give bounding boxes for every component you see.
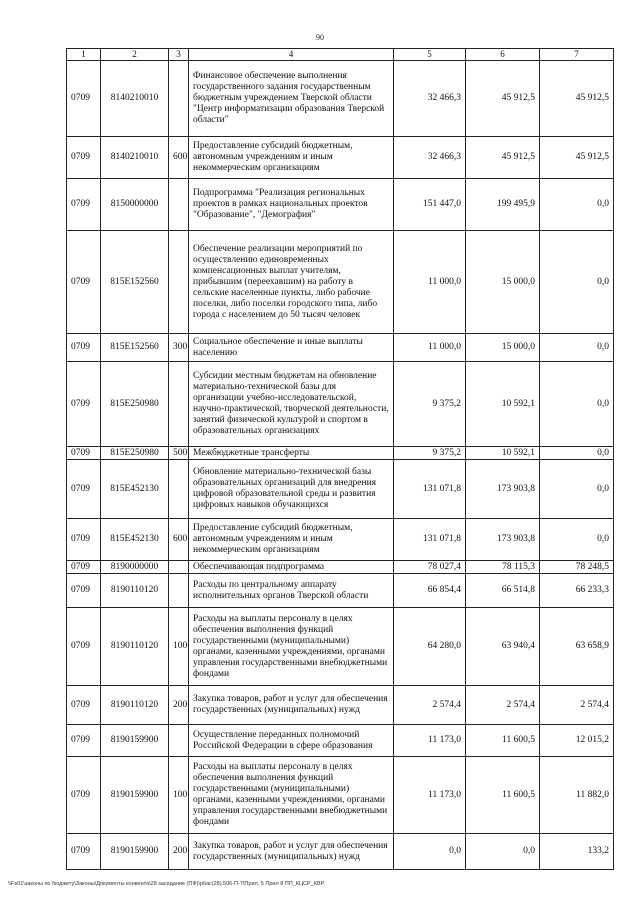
amount-col6: 15 000,0: [466, 231, 540, 334]
table-row: [67, 561, 614, 574]
expense-type-code: 100: [169, 608, 189, 686]
column-header: 2: [101, 49, 169, 61]
item-name: Расходы на выплаты персоналу в целях обеспечения выполнения функций государственными (муниципальными) органами, казенными учреждениями, органами управления государственными внебюджетными фондами: [189, 608, 394, 686]
column-header: 5: [394, 49, 466, 61]
expense-type-code: [169, 725, 189, 757]
amount-col5: 32 466,3: [394, 137, 466, 179]
table-row: [67, 447, 614, 460]
column-header: 6: [466, 49, 540, 61]
amount-col6: 15 000,0: [466, 334, 540, 362]
table-row: [67, 460, 614, 519]
item-name: Финансовое обеспечение выполнения государственного задания государственным бюджетным учреждением Тверской области "Центр информатизации образования Тверской области": [189, 61, 394, 137]
column-header: 1: [67, 49, 101, 61]
target-code: 8190159900: [101, 834, 169, 870]
item-name: Межбюджетные трансферты: [189, 447, 394, 460]
amount-col7: 11 882,0: [540, 757, 614, 834]
target-code: 815E250980: [101, 362, 169, 447]
amount-col6: 11 600,5: [466, 757, 540, 834]
amount-col7: 133,2: [540, 834, 614, 870]
target-code: 8190110120: [101, 574, 169, 608]
target-code: 8190159900: [101, 757, 169, 834]
amount-col6: 66 514,8: [466, 574, 540, 608]
target-code: 815E250980: [101, 447, 169, 460]
amount-col5: 9 375,2: [394, 362, 466, 447]
expense-type-code: 100: [169, 757, 189, 834]
item-name: Расходы на выплаты персоналу в целях обеспечения выполнения функций государственными (муниципальными) органами, казенными учреждениями, органами управления государственными внебюджетными фондами: [189, 757, 394, 834]
item-name: Обновление материально-технической базы образовательных организаций для внедрения цифровой образовательной среды и развития цифровых навыков обучающихся: [189, 460, 394, 519]
table-row: [67, 179, 614, 231]
table-row: [67, 519, 614, 561]
item-name: Закупка товаров, работ и услуг для обеспечения государственных (муниципальных) нужд: [189, 686, 394, 725]
item-name: Осуществление переданных полномочий Российской Федерации в сфере образования: [189, 725, 394, 757]
table-row: [67, 608, 614, 686]
amount-col6: 63 940,4: [466, 608, 540, 686]
amount-col7: 78 248,5: [540, 561, 614, 574]
expense-type-code: [169, 231, 189, 334]
target-code: 8190000000: [101, 561, 169, 574]
amount-col6: 45 912,5: [466, 61, 540, 137]
amount-col5: 2 574,4: [394, 686, 466, 725]
amount-col5: 131 071,8: [394, 519, 466, 561]
amount-col7: 45 912,5: [540, 61, 614, 137]
amount-col5: 11 000,0: [394, 334, 466, 362]
target-code: 8190110120: [101, 608, 169, 686]
amount-col5: 64 280,0: [394, 608, 466, 686]
table-row: [67, 574, 614, 608]
page-number: 90: [316, 33, 324, 42]
amount-col6: 11 600,5: [466, 725, 540, 757]
amount-col5: 0,0: [394, 834, 466, 870]
section-code: 0709: [67, 757, 101, 834]
amount-col6: 173 903,8: [466, 460, 540, 519]
amount-col6: 2 574,4: [466, 686, 540, 725]
file-path-footer: \\Fs01\законы по бюджету\Законы\Документы конвента\28 заседание (ПФ)\рбас(28).506-П-7\Прил. 5 Прил 8 ПП_КЦСР_КВР: [8, 881, 325, 887]
column-number-row: [67, 49, 614, 61]
expense-type-code: [169, 362, 189, 447]
target-code: 815E452130: [101, 460, 169, 519]
expense-type-code: 600: [169, 137, 189, 179]
expense-type-code: 200: [169, 834, 189, 870]
amount-col7: 0,0: [540, 231, 614, 334]
expense-type-code: [169, 179, 189, 231]
amount-col7: 12 015,2: [540, 725, 614, 757]
amount-col7: 0,0: [540, 447, 614, 460]
table-row: [67, 725, 614, 757]
table-row: [67, 362, 614, 447]
expense-type-code: 200: [169, 686, 189, 725]
section-code: 0709: [67, 362, 101, 447]
section-code: 0709: [67, 179, 101, 231]
section-code: 0709: [67, 561, 101, 574]
amount-col6: 0,0: [466, 834, 540, 870]
target-code: 8190159900: [101, 725, 169, 757]
section-code: 0709: [67, 137, 101, 179]
expense-type-code: [169, 460, 189, 519]
amount-col7: 0,0: [540, 460, 614, 519]
amount-col6: 199 495,9: [466, 179, 540, 231]
amount-col5: 78 027,4: [394, 561, 466, 574]
table-row: [67, 61, 614, 137]
section-code: 0709: [67, 574, 101, 608]
table-row: [67, 757, 614, 834]
target-code: 8140210010: [101, 137, 169, 179]
amount-col6: 78 115,3: [466, 561, 540, 574]
amount-col5: 151 447,0: [394, 179, 466, 231]
amount-col7: 63 658,9: [540, 608, 614, 686]
section-code: 0709: [67, 608, 101, 686]
amount-col7: 0,0: [540, 334, 614, 362]
expense-type-code: [169, 561, 189, 574]
table-row: [67, 334, 614, 362]
target-code: 8140210010: [101, 61, 169, 137]
expense-type-code: 500: [169, 447, 189, 460]
section-code: 0709: [67, 231, 101, 334]
item-name: Закупка товаров, работ и услуг для обеспечения государственных (муниципальных) нужд: [189, 834, 394, 870]
expense-type-code: 300: [169, 334, 189, 362]
target-code: 815E152560: [101, 231, 169, 334]
item-name: Обеспечивающая подпрограмма: [189, 561, 394, 574]
section-code: 0709: [67, 447, 101, 460]
item-name: Подпрограмма "Реализация региональных проектов в рамках национальных проектов "Образование", "Демография": [189, 179, 394, 231]
column-header: 7: [540, 49, 614, 61]
column-header: 4: [189, 49, 394, 61]
amount-col6: 10 592,1: [466, 362, 540, 447]
expense-type-code: [169, 574, 189, 608]
section-code: 0709: [67, 334, 101, 362]
section-code: 0709: [67, 460, 101, 519]
table-row: [67, 686, 614, 725]
amount-col5: 32 466,3: [394, 61, 466, 137]
target-code: 8150000000: [101, 179, 169, 231]
section-code: 0709: [67, 686, 101, 725]
item-name: Предоставление субсидий бюджетным, автономным учреждениям и иным некоммерческим организациям: [189, 137, 394, 179]
amount-col7: 0,0: [540, 519, 614, 561]
amount-col7: 45 912,5: [540, 137, 614, 179]
amount-col7: 0,0: [540, 179, 614, 231]
amount-col5: 11 000,0: [394, 231, 466, 334]
table-row: [67, 231, 614, 334]
amount-col6: 10 592,1: [466, 447, 540, 460]
expense-type-code: [169, 61, 189, 137]
budget-table: [66, 48, 614, 870]
section-code: 0709: [67, 725, 101, 757]
item-name: Расходы по центральному аппарату исполнительных органов Тверской области: [189, 574, 394, 608]
expense-type-code: 600: [169, 519, 189, 561]
amount-col7: 66 233,3: [540, 574, 614, 608]
target-code: 815E152560: [101, 334, 169, 362]
amount-col5: 11 173,0: [394, 725, 466, 757]
amount-col5: 66 854,4: [394, 574, 466, 608]
table-row: [67, 834, 614, 870]
column-header: 3: [169, 49, 189, 61]
amount-col5: 9 375,2: [394, 447, 466, 460]
section-code: 0709: [67, 519, 101, 561]
item-name: Предоставление субсидий бюджетным, автономным учреждениям и иным некоммерческим организациям: [189, 519, 394, 561]
amount-col6: 173 903,8: [466, 519, 540, 561]
amount-col7: 2 574,4: [540, 686, 614, 725]
amount-col6: 45 912,5: [466, 137, 540, 179]
item-name: Субсидии местным бюджетам на обновление материально-технической базы для организации учебно-исследовательской, научно-практической, творческой деятельности, занятий физической культурой и спортом в образовательных организациях: [189, 362, 394, 447]
amount-col7: 0,0: [540, 362, 614, 447]
target-code: 8190110120: [101, 686, 169, 725]
item-name: Социальное обеспечение и иные выплаты населению: [189, 334, 394, 362]
target-code: 815E452130: [101, 519, 169, 561]
amount-col5: 131 071,8: [394, 460, 466, 519]
section-code: 0709: [67, 834, 101, 870]
table-row: [67, 137, 614, 179]
amount-col5: 11 173,0: [394, 757, 466, 834]
section-code: 0709: [67, 61, 101, 137]
item-name: Обеспечение реализации мероприятий по осуществлению единовременных компенсационных выплат учителям, прибывшим (переехавшим) на работу в сельские населенные пункты, либо рабочие поселки, либо поселки городского типа, либо города с населением до 50 тысяч человек: [189, 231, 394, 334]
